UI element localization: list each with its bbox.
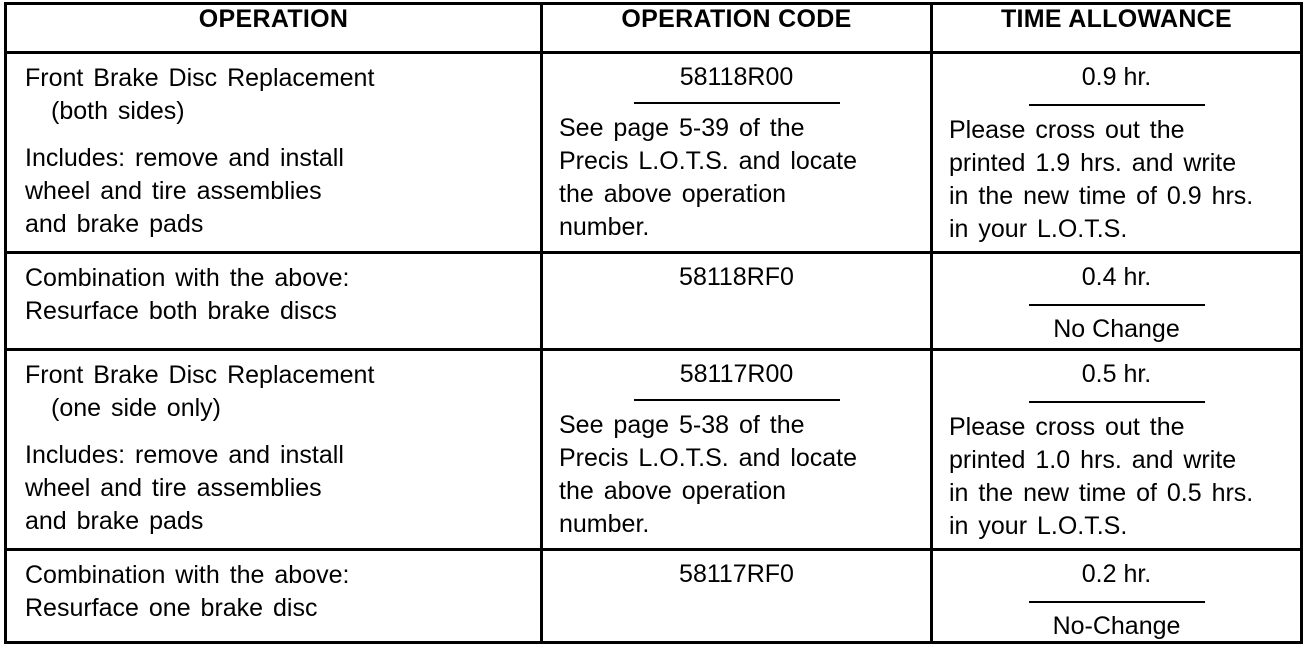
operation-cell	[6, 550, 542, 643]
header-time-allowance: TIME ALLOWANCE	[932, 4, 1302, 53]
note-line: in the new time of 0.5 hrs.	[949, 479, 1254, 507]
table-row	[6, 253, 1302, 350]
note-line: number.	[559, 213, 650, 241]
note-line: printed 1.0 hrs. and write	[949, 446, 1237, 474]
operation-code: 58117RF0	[679, 560, 794, 588]
operation-title: Front Brake Disc Replacement	[25, 64, 375, 92]
note-line: See page 5-39 of the	[559, 114, 805, 142]
operation-code-cell	[542, 350, 932, 550]
note-line: Please cross out the	[949, 116, 1185, 144]
operation-code-cell	[542, 53, 932, 253]
time-allowance-value: 0.4 hr.	[1081, 263, 1152, 291]
note-line: in your L.O.T.S.	[949, 512, 1128, 540]
operation-code-cell	[542, 550, 932, 643]
operation-subtitle: (both sides)	[51, 97, 185, 125]
no-change-label: No Change	[1053, 315, 1180, 343]
includes-line: and brake pads	[25, 210, 204, 238]
note-line: in the new time of 0.9 hrs.	[949, 182, 1254, 210]
note-line: Precis L.O.T.S. and locate	[559, 147, 858, 175]
table-row	[6, 550, 1302, 643]
note-line: in your L.O.T.S.	[949, 215, 1128, 243]
table-header-row	[6, 4, 1302, 53]
includes-line: Includes: remove and install	[25, 441, 344, 469]
table-row	[6, 53, 1302, 253]
operation-code: 58118R00	[679, 63, 794, 91]
note-line: the above operation	[559, 180, 787, 208]
header-operation: OPERATION	[6, 4, 542, 53]
operation-code: 58118RF0	[679, 263, 794, 291]
time-allowance-value: 0.5 hr.	[1081, 360, 1152, 388]
operation-includes	[25, 439, 540, 538]
note-line: Precis L.O.T.S. and locate	[559, 444, 858, 472]
operation-cell	[6, 53, 542, 253]
time-allowance-cell	[932, 53, 1302, 253]
operation-code-cell	[542, 253, 932, 350]
time-allowance-cell	[932, 350, 1302, 550]
operation-title: Combination with the above:	[25, 264, 350, 292]
note-line: See page 5-38 of the	[559, 411, 805, 439]
time-allowance-cell	[932, 253, 1302, 350]
note-line: Please cross out the	[949, 413, 1185, 441]
note-line: printed 1.9 hrs. and write	[949, 149, 1237, 177]
divider-rule	[634, 102, 840, 104]
operation-title: Combination with the above:	[25, 561, 350, 589]
note-line: number.	[559, 510, 650, 538]
operation-title: Front Brake Disc Replacement	[25, 361, 375, 389]
divider-rule	[1029, 104, 1205, 106]
operation-table	[4, 2, 1303, 644]
divider-rule	[1029, 601, 1205, 603]
includes-line: and brake pads	[25, 507, 204, 535]
operation-cell	[6, 253, 542, 350]
code-note	[543, 409, 930, 541]
operation-subtitle: Resurface both brake discs	[25, 297, 337, 325]
no-change-label: No-Change	[1052, 612, 1181, 640]
time-note	[933, 411, 1300, 543]
operation-cell	[6, 350, 542, 550]
labor-time-bulletin-table	[4, 2, 1300, 652]
note-line: the above operation	[559, 477, 787, 505]
includes-line: wheel and tire assemblies	[25, 177, 322, 205]
time-allowance-value: 0.9 hr.	[1081, 63, 1152, 91]
divider-rule	[634, 399, 840, 401]
operation-code: 58117R00	[679, 360, 794, 388]
includes-line: wheel and tire assemblies	[25, 474, 322, 502]
table-row	[6, 350, 1302, 550]
divider-rule	[1029, 401, 1205, 403]
header-operation-code: OPERATION CODE	[542, 4, 932, 53]
time-note	[933, 114, 1300, 246]
time-allowance-value: 0.2 hr.	[1081, 560, 1152, 588]
operation-includes	[25, 142, 540, 241]
includes-line: Includes: remove and install	[25, 144, 344, 172]
code-note	[543, 112, 930, 244]
divider-rule	[1029, 304, 1205, 306]
time-allowance-cell	[932, 550, 1302, 643]
operation-subtitle: (one side only)	[51, 394, 221, 422]
operation-subtitle: Resurface one brake disc	[25, 594, 318, 622]
